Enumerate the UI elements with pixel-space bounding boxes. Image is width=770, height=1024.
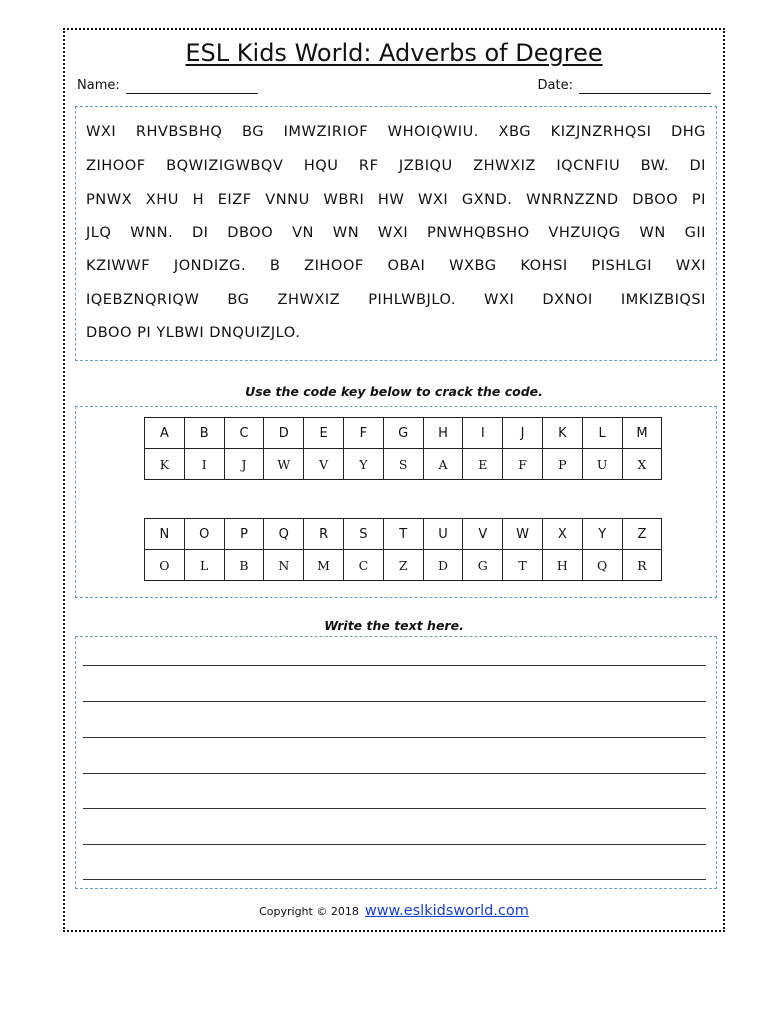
writing-line[interactable] bbox=[83, 773, 706, 774]
code-letter-cell: U bbox=[582, 449, 622, 480]
code-letter-cell: X bbox=[622, 449, 662, 480]
code-letter-row bbox=[145, 550, 662, 581]
plain-letter-cell: U bbox=[423, 519, 463, 550]
code-letter-cell: J bbox=[224, 449, 264, 480]
writing-line[interactable] bbox=[83, 665, 706, 666]
date-field bbox=[538, 78, 711, 94]
name-field bbox=[77, 78, 258, 94]
code-letter-cell: A bbox=[423, 449, 463, 480]
plain-letter-cell: H bbox=[423, 418, 463, 449]
plain-letter-cell: B bbox=[184, 418, 224, 449]
plain-letter-cell: A bbox=[145, 418, 185, 449]
plain-letter-cell: K bbox=[542, 418, 582, 449]
writing-line[interactable] bbox=[83, 737, 706, 738]
cipher-line: IQEBZNQRIQW BG ZHWXIZ PIHLWBJLO. WXI DXNOI IMKIZBIQSI bbox=[86, 291, 706, 308]
cipher-text-box bbox=[75, 106, 717, 361]
plain-letter-cell: Q bbox=[264, 519, 304, 550]
copyright-text: Copyright © 2018 bbox=[259, 905, 359, 918]
code-letter-cell: L bbox=[184, 550, 224, 581]
plain-letter-cell: T bbox=[383, 519, 423, 550]
date-blank[interactable] bbox=[579, 93, 711, 94]
code-letter-cell: R bbox=[622, 550, 662, 581]
plain-letter-row bbox=[145, 519, 662, 550]
plain-letter-cell: X bbox=[542, 519, 582, 550]
code-key-box bbox=[75, 406, 717, 598]
code-key-instruction: Use the code key below to crack the code. bbox=[245, 384, 543, 399]
writing-line[interactable] bbox=[83, 844, 706, 845]
plain-letter-cell: P bbox=[224, 519, 264, 550]
plain-letter-cell: N bbox=[145, 519, 185, 550]
cipher-line: WXI RHVBSBHQ BG IMWZIRIOF WHOIQWIU. XBG KIZJNZRHQSI DHG bbox=[86, 123, 706, 140]
plain-letter-cell: F bbox=[343, 418, 383, 449]
plain-letter-cell: O bbox=[184, 519, 224, 550]
code-letter-cell: F bbox=[503, 449, 543, 480]
copyright-footer bbox=[65, 902, 723, 921]
writing-area bbox=[75, 636, 717, 889]
worksheet bbox=[63, 28, 725, 932]
code-letter-cell: D bbox=[423, 550, 463, 581]
code-letter-cell: C bbox=[343, 550, 383, 581]
cipher-line: DBOO PI YLBWI DNQUIZJLO. bbox=[86, 324, 301, 341]
code-letter-cell: W bbox=[264, 449, 304, 480]
code-letter-cell: I bbox=[184, 449, 224, 480]
writing-line[interactable] bbox=[83, 879, 706, 880]
code-letter-cell: S bbox=[383, 449, 423, 480]
code-letter-cell: K bbox=[145, 449, 185, 480]
plain-letter-cell: Y bbox=[582, 519, 622, 550]
plain-letter-cell: Z bbox=[622, 519, 662, 550]
write-instruction: Write the text here. bbox=[324, 618, 464, 633]
code-letter-cell: E bbox=[463, 449, 503, 480]
code-letter-cell: Q bbox=[582, 550, 622, 581]
plain-letter-cell: E bbox=[304, 418, 344, 449]
plain-letter-cell: J bbox=[503, 418, 543, 449]
code-letter-cell: G bbox=[463, 550, 503, 581]
code-letter-cell: N bbox=[264, 550, 304, 581]
plain-letter-cell: G bbox=[383, 418, 423, 449]
plain-letter-cell: M bbox=[622, 418, 662, 449]
code-letter-row bbox=[145, 449, 662, 480]
code-letter-cell: M bbox=[304, 550, 344, 581]
code-letter-cell: H bbox=[542, 550, 582, 581]
plain-letter-cell: D bbox=[264, 418, 304, 449]
code-letter-cell: T bbox=[503, 550, 543, 581]
plain-letter-cell: V bbox=[463, 519, 503, 550]
plain-letter-row bbox=[145, 418, 662, 449]
cipher-line: JLQ WNN. DI DBOO VN WN WXI PNWHQBSHO VHZUIQG WN GII bbox=[86, 224, 706, 241]
writing-line[interactable] bbox=[83, 701, 706, 702]
website-link[interactable]: www.eslkidsworld.com bbox=[364, 903, 529, 919]
date-label: Date: bbox=[537, 78, 573, 93]
code-letter-cell: B bbox=[224, 550, 264, 581]
plain-letter-cell: I bbox=[463, 418, 503, 449]
code-letter-cell: O bbox=[145, 550, 185, 581]
worksheet-title: ESL Kids World: Adverbs of Degree bbox=[185, 39, 603, 67]
plain-letter-cell: S bbox=[343, 519, 383, 550]
cipher-line: ZIHOOF BQWIZIGWBQV HQU RF JZBIQU ZHWXIZ IQCNFIU BW. DI bbox=[86, 157, 706, 174]
cipher-line: PNWX XHU H EIZF VNNU WBRI HW WXI GXND. WNRNZZND DBOO PI bbox=[86, 191, 706, 208]
code-letter-cell: Y bbox=[343, 449, 383, 480]
writing-line[interactable] bbox=[83, 808, 706, 809]
code-letter-cell: Z bbox=[383, 550, 423, 581]
code-key-table-a-m bbox=[144, 417, 662, 480]
code-letter-cell: V bbox=[304, 449, 344, 480]
plain-letter-cell: C bbox=[224, 418, 264, 449]
cipher-line: KZIWWF JONDIZG. B ZIHOOF OBAI WXBG KOHSI PISHLGI WXI bbox=[86, 257, 706, 274]
plain-letter-cell: R bbox=[304, 519, 344, 550]
plain-letter-cell: W bbox=[503, 519, 543, 550]
name-label: Name: bbox=[77, 78, 120, 93]
code-key-table-n-z bbox=[144, 518, 662, 581]
plain-letter-cell: L bbox=[582, 418, 622, 449]
name-blank[interactable] bbox=[126, 93, 258, 94]
code-letter-cell: P bbox=[542, 449, 582, 480]
